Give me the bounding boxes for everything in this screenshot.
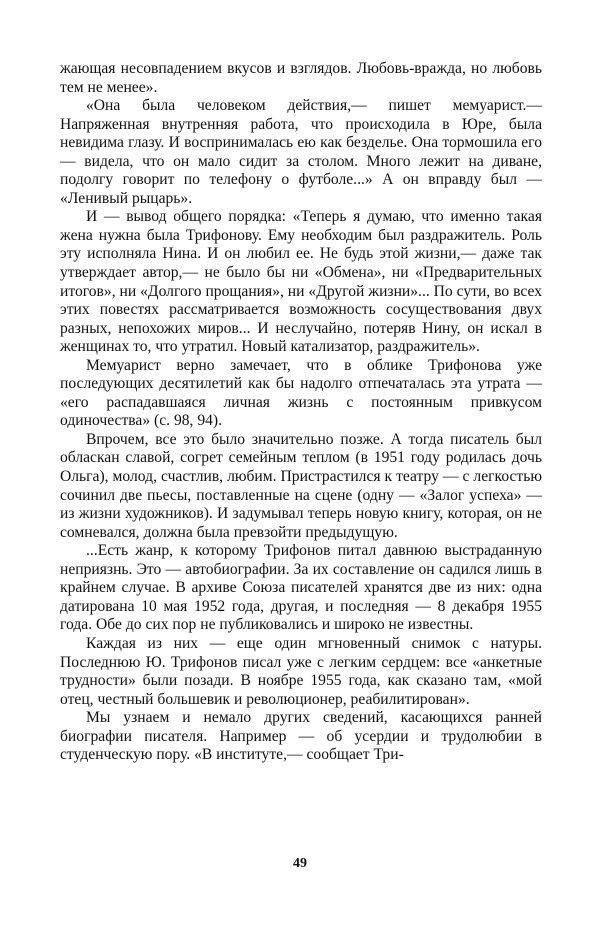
paragraph: Мы узнаем и немало других сведений, касающихся ранней биографии писателя. Например — об усердии и трудолюбии в студенческую пору. «В институте,— сообщает Три- — [60, 709, 542, 764]
paragraph: «Она была человеком действия,— пишет мемуарист.— Напряженная внутренняя работа, что происходила в Юре, была невидима глазу. И воспринималась ею как безделье. Она тормошила его — видела, что он мало сидит за столом. Много лежит на диване, подолгу говорит по телефону о футболе...» А он вправду был — «Ленивый рыцарь». — [60, 97, 542, 207]
paragraph: Каждая из них — еще один мгновенный снимок с натуры. Последнюю Ю. Трифонов писал уже с легким сердцем: все «анкетные трудности» были позади. В ноябре 1955 года, как сказано там, «мой отец, честный большевик и революционер, реабилитирован». — [60, 634, 542, 708]
paragraph: ...Есть жанр, к которому Трифонов питал давнюю выстраданную неприязнь. Это — автобиографии. За их составление он садился лишь в крайнем случае. В архиве Союза писателей хранятся две из них: одна датирована 10 мая 1952 года, другая, и последняя — 8 декабря 1955 года. Обе до сих пор не публиковались и широко не известны. — [60, 542, 542, 634]
body-text — [60, 60, 542, 765]
paragraph: Впрочем, все это было значительно позже. А тогда писатель был обласкан славой, согрет семейным теплом (в 1951 году родилась дочь Ольга), молод, счастлив, любим. Пристрастился к театру — с легкостью сочинил две пьесы, поставленные на сцене (одну — «Залог успеха» — из жизни художников). И задумывал теперь новую книгу, которая, он не сомневался, должна была превзойти предыдущую. — [60, 430, 542, 541]
paragraph: Мемуарист верно замечает, что в облике Трифонова уже последующих десятилетий как бы надолго отпечаталась эта утрата — «его распадавшаяся личная жизнь с постоянным привкусом одиночества» (с. 98, 94). — [60, 356, 542, 430]
paragraph-continuation: жающая несовпадением вкусов и взглядов. Любовь-вражда, но любовь тем не менее». — [60, 60, 542, 96]
page-number: 49 — [293, 856, 307, 871]
paragraph: И — вывод общего порядка: «Теперь я думаю, что именно такая жена нужна была Трифонову. Ему необходим был раздражитель. Роль эту исполняла Нина. И он любил ее. Не будь этой жизни,— даже так утверждает автор,— не было бы ни «Обмена», ни «Предварительных итогов», ни «Долгого прощания», ни «Другой жизни»... По сути, во всех этих повестях рассматривается возможность сосуществования двух разных, непохожих миров... И неслучайно, потеряв Нину, он искал в женщинах то, что утратил. Новый катализатор, раздражитель». — [60, 208, 542, 356]
